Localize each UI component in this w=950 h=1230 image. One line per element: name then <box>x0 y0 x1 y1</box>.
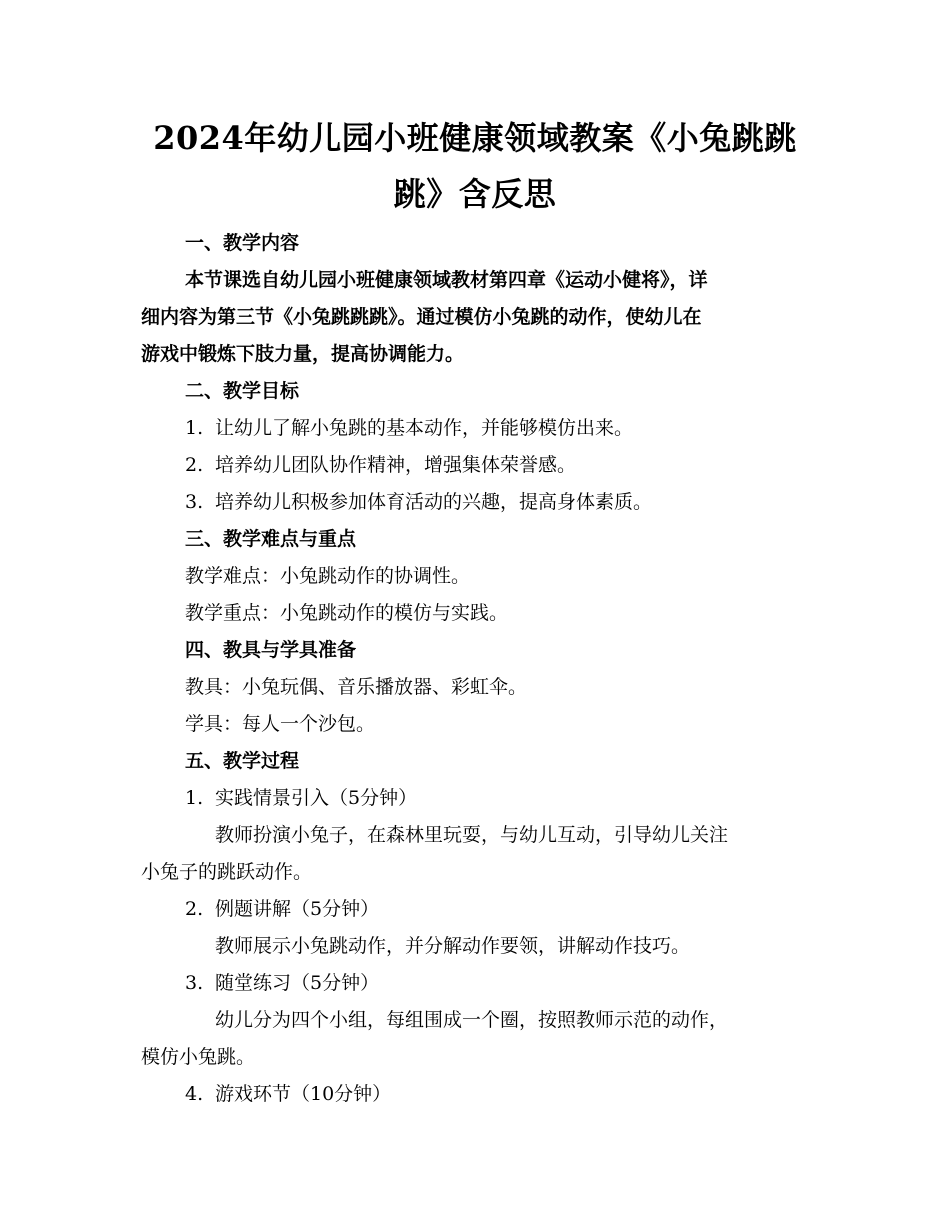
objective-number: 3. <box>185 491 204 513</box>
objective-text: 培养幼儿积极参加体育活动的兴趣，提高身体素质。 <box>215 491 653 513</box>
step-description-line: 小兔子的跳跃动作。 <box>141 861 313 883</box>
step-description-line: 教师扮演小兔子，在森林里玩耍，与幼儿互动，引导幼儿关注 <box>215 824 729 846</box>
step-title: 实践情景引入（5分钟） <box>215 787 418 809</box>
section-5-heading: 五、教学过程 <box>185 750 300 772</box>
step-title: 例题讲解（5分钟） <box>215 898 380 920</box>
teaching-difficulty-line: 教学难点：小兔跳动作的协调性。 <box>185 565 471 587</box>
objective-item <box>185 484 652 520</box>
process-step-title <box>185 1076 391 1112</box>
document-title-line-2: 跳》含反思 <box>393 175 557 213</box>
process-step-title <box>185 891 379 927</box>
section-4-heading: 四、教具与学具准备 <box>185 639 357 661</box>
objective-text: 培养幼儿团队协作精神，增强集体荣誉感。 <box>215 454 577 476</box>
section-3-heading: 三、教学难点与重点 <box>185 528 357 550</box>
objective-item <box>185 447 576 483</box>
step-description-line: 教师展示小兔跳动作，并分解动作要领，讲解动作技巧。 <box>215 935 691 957</box>
step-number: 1. <box>185 787 204 809</box>
step-title: 游戏环节（10分钟） <box>215 1083 392 1105</box>
step-number: 4. <box>185 1083 204 1105</box>
section-1-heading: 一、教学内容 <box>185 232 300 254</box>
teaching-aids-line: 教具：小兔玩偶、音乐播放器、彩虹伞。 <box>185 676 528 698</box>
step-description-line: 模仿小兔跳。 <box>141 1046 256 1068</box>
objective-text: 让幼儿了解小兔跳的基本动作，并能够模仿出来。 <box>215 417 634 439</box>
teaching-focus-line: 教学重点：小兔跳动作的模仿与实践。 <box>185 602 509 624</box>
objective-number: 2. <box>185 454 204 476</box>
section-1-paragraph-line-1: 本节课选自幼儿园小班健康领域教材第四章《运动小健将》，详 <box>185 269 708 291</box>
objective-number: 1. <box>185 417 204 439</box>
process-step-title <box>185 780 417 816</box>
step-number: 2. <box>185 898 204 920</box>
step-title: 随堂练习（5分钟） <box>215 972 380 994</box>
section-1-paragraph-line-3: 游戏中锻炼下肢力量，提高协调能力。 <box>141 343 465 365</box>
section-2-heading: 二、教学目标 <box>185 380 300 402</box>
section-1-paragraph-line-2: 细内容为第三节《小兔跳跳跳》。通过模仿小兔跳的动作，使幼儿在 <box>141 306 702 328</box>
process-step-title <box>185 965 379 1001</box>
objective-item <box>185 410 633 446</box>
document-title-line-1: 2024年幼儿园小班健康领域教案《小兔跳跳 <box>153 119 797 157</box>
step-description-line: 幼儿分为四个小组，每组围成一个圈，按照教师示范的动作， <box>215 1009 729 1031</box>
learning-aids-line: 学具：每人一个沙包。 <box>185 713 376 735</box>
step-number: 3. <box>185 972 204 994</box>
